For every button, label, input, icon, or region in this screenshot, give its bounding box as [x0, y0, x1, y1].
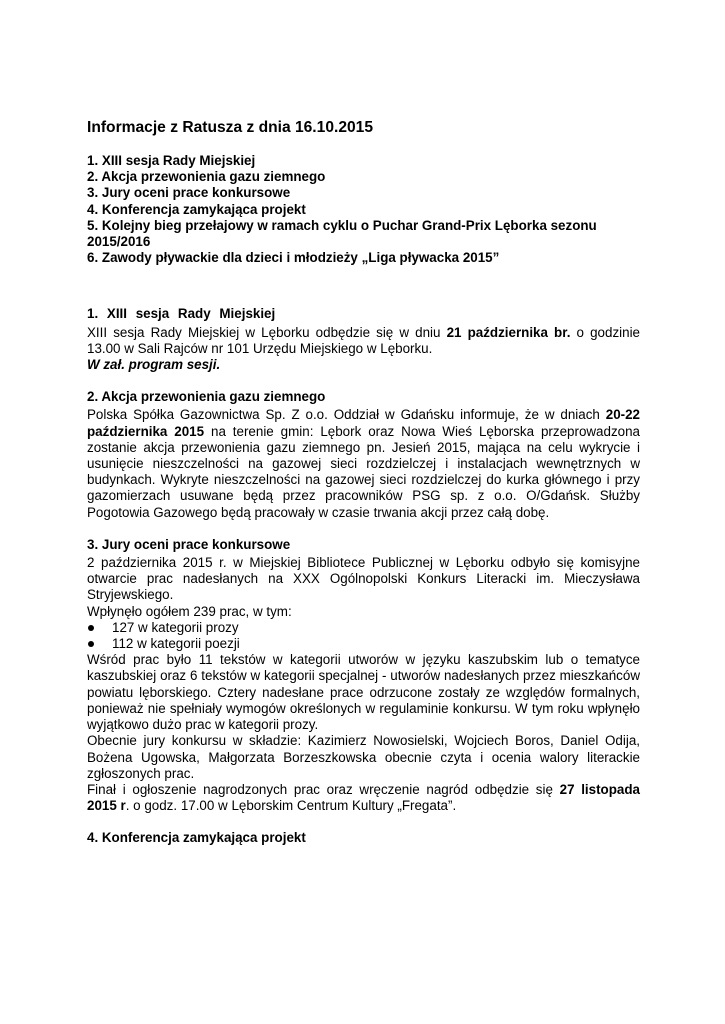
section-heading: 1. XIII sesja Rady Miejskiej: [87, 306, 276, 322]
gas-dates: 20-22 października 2015: [87, 407, 640, 439]
toc-item: 3. Jury oceni prace konkursowe: [87, 185, 291, 201]
text-span: . o godz. 17.00 w Lęborskim Centrum Kultury „Fregata”.: [125, 798, 457, 814]
section-jury: [87, 537, 640, 814]
gas-paragraph: [87, 407, 640, 520]
page-title: Informacje z Ratusza z dnia 16.10.2015: [87, 119, 374, 136]
section-heading: 3. Jury oceni prace konkursowe: [87, 536, 291, 552]
toc-item: 2. Akcja przewonienia gazu ziemnego: [87, 169, 326, 185]
sections: [87, 306, 640, 846]
jury-paragraph-details: Wśród prac było 11 tekstów w kategorii utworów w języku kaszubskim lub o tematyce kaszubskiej oraz 6 tekstów w kategorii specjalnej - utworów nadesłanych przez mieszkańców powiatu lęborskiego. Cztery nadesłane prace odrzucone zostały ze względów formalnych, ponieważ nie spełniały wymogów określonych w regulaminie konkursu. W tym roku wpłynęło wyjątkowo dużo prac w kategorii prozy.: [87, 652, 640, 733]
list-item-text: 127 w kategorii prozy: [112, 619, 239, 635]
category-list: [87, 620, 640, 652]
attachment-note: W zał. program sesji.: [87, 357, 221, 373]
section-heading: 4. Konferencja zamykająca projekt: [87, 830, 306, 846]
section-session: [87, 306, 640, 373]
jury-paragraph-opening: 2 października 2015 r. w Miejskiej Bibliotece Publicznej w Lęborku odbyło się komisyjne otwarcie prac nadesłanych na XXX Ogólnopolski Konkurs Literacki im. Mieczysława Stryjewskiego.: [87, 555, 640, 603]
session-paragraph: [87, 325, 640, 357]
document-page: [87, 118, 640, 863]
list-item: [87, 636, 640, 652]
jury-paragraph-members: Obecnie jury konkursu w składzie: Kazimierz Nowosielski, Wojciech Boros, Daniel Odija, Bożena Ugowska, Małgorzata Borzeszkowska obecnie czyta i ocenia walory literackie zgłoszonych prac.: [87, 733, 640, 781]
toc-item: 4. Konferencja zamykająca projekt: [87, 201, 306, 217]
section-conference: [87, 830, 640, 846]
text-span: na terenie gmin: Lębork oraz Nowa Wieś Lęborska przeprowadzona zostanie akcja przewonienia gazu ziemnego pn. Jesień 2015, mająca na celu wykrycie i usunięcie nieszczelności na gazowej sieci rozdzielczej i instalacjach wewnętrznych w budynkach. Wykryte nieszczelności na gazowej sieci rozdzielczej do kurka głównego i przy gazomierzach usuwane będą przez pracowników PSG sp. z o.o. O/Gdańsk. Służby Pogotowia Gazowego będą pracowały w czasie trwania akcji przez całą dobę.: [87, 423, 640, 520]
text-span: Polska Spółka Gazownictwa Sp. Z o.o. Oddział w Gdańsku informuje, że w dniach: [87, 407, 606, 423]
toc-item: 1. XIII sesja Rady Miejskiej: [87, 153, 256, 168]
text-span: Finał i ogłoszenie nagrodzonych prac oraz wręczenie nagród odbędzie się: [87, 781, 560, 797]
bullet-icon: [88, 625, 94, 631]
list-item: [87, 620, 640, 636]
jury-paragraph-final: [87, 782, 640, 814]
jury-paragraph-count: Wpłynęło ogółem 239 prac, w tym:: [87, 603, 292, 619]
table-of-contents: [87, 153, 640, 266]
session-date: 21 października br.: [446, 324, 571, 340]
text-span: o godzinie 13.00 w Sali Rajców nr 101 Urzędu Miejskiego w Lęborku.: [87, 324, 640, 356]
text-span: XIII sesja Rady Miejskiej w Lęborku odbędzie się w dniu: [87, 324, 447, 340]
section-heading: 2. Akcja przewonienia gazu ziemnego: [87, 389, 326, 405]
toc-item: 5. Kolejny bieg przełajowy w ramach cyklu o Puchar Grand-Prix Lęborka sezonu 2015/2016: [87, 217, 597, 250]
toc-item: 6. Zawody pływackie dla dzieci i młodzieży „Liga pływacka 2015”: [87, 250, 500, 266]
list-item-text: 112 w kategorii poezji: [112, 636, 240, 652]
final-date: 27 listopada 2015 r: [87, 781, 640, 814]
bullet-icon: [88, 641, 94, 647]
section-gas: [87, 389, 640, 521]
